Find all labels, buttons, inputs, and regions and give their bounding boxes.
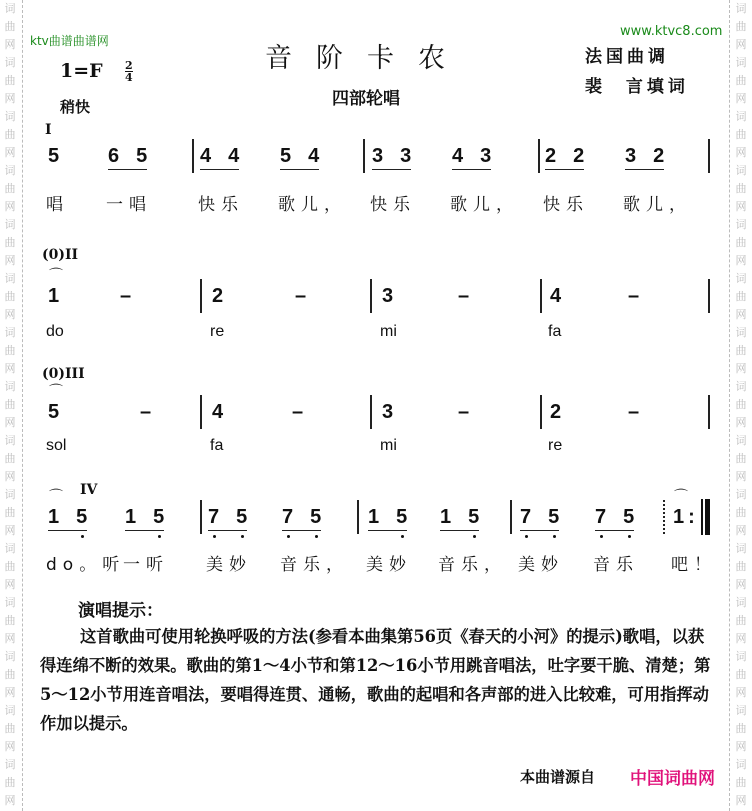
lyric: 音乐， <box>438 555 507 575</box>
barline <box>192 139 194 173</box>
final-barline-thin <box>701 499 703 535</box>
note: 4 <box>212 401 224 423</box>
note: 2 <box>653 145 665 167</box>
side-watermark-text: 词曲网 <box>735 2 747 51</box>
beat <box>520 506 559 531</box>
lyric: 一听 <box>123 555 169 575</box>
beat <box>282 506 321 531</box>
barline <box>370 279 372 313</box>
side-watermark-text: 词曲网 <box>4 164 16 213</box>
note: 2 <box>573 145 585 167</box>
note: 5 <box>136 145 148 167</box>
beat <box>200 145 239 170</box>
note: 4 <box>308 145 320 167</box>
side-watermark-right <box>733 0 749 810</box>
beat <box>125 506 164 531</box>
beat <box>550 285 561 308</box>
lyric: 美妙 <box>206 555 252 575</box>
tips-heading: 演唱提示： <box>78 601 163 621</box>
side-watermark-text: 词曲网 <box>735 56 747 105</box>
note: 7 <box>282 506 294 528</box>
side-watermark-text: 词曲网 <box>735 758 747 807</box>
barline <box>540 279 542 313</box>
note: 7 <box>520 506 532 528</box>
dash-note: – <box>458 401 470 423</box>
beat <box>48 506 87 531</box>
lyric: fa <box>548 323 562 340</box>
note: 4 <box>228 145 240 167</box>
note: 1 <box>368 506 380 528</box>
left-margin-line <box>22 0 23 811</box>
note: 5 <box>310 506 322 528</box>
tempo-marking: 稍快 <box>60 98 91 116</box>
lyric: 歌儿， <box>450 195 519 215</box>
barline <box>708 139 710 173</box>
lyric: 吧！ <box>671 555 717 575</box>
side-watermark-text: 词曲网 <box>735 704 747 753</box>
note: 3 <box>480 145 492 167</box>
beat <box>382 285 393 308</box>
side-watermark-text: 词曲网 <box>4 218 16 267</box>
note: 1 <box>48 285 60 307</box>
side-watermark-text: 词曲网 <box>4 704 16 753</box>
beat <box>140 401 151 424</box>
lyric: 歌儿， <box>623 195 692 215</box>
right-margin-line <box>729 0 730 811</box>
note: 5 <box>236 506 248 528</box>
dash-note: – <box>458 285 470 307</box>
note: 5 <box>396 506 408 528</box>
barline <box>708 279 710 313</box>
note: 5 <box>623 506 635 528</box>
composer-credit: 法国曲调 <box>585 47 669 67</box>
note: 2 <box>212 285 224 307</box>
note: 4 <box>452 145 464 167</box>
note: 5 <box>468 506 480 528</box>
note: 7 <box>208 506 220 528</box>
side-watermark-text: 词曲网 <box>735 542 747 591</box>
side-watermark-text: 词曲网 <box>4 272 16 321</box>
note: 1 <box>125 506 137 528</box>
note: 6 <box>108 145 120 167</box>
side-watermark-text: 词曲网 <box>735 380 747 429</box>
side-watermark-text: 词曲网 <box>735 488 747 537</box>
barline <box>200 279 202 313</box>
beat <box>382 401 393 424</box>
beat <box>212 285 223 308</box>
side-watermark-text: 词曲网 <box>735 434 747 483</box>
note: 5 <box>48 145 60 167</box>
lyric: 音乐 <box>593 555 639 575</box>
barline <box>540 395 542 429</box>
side-watermark-text: 词曲网 <box>735 326 747 375</box>
beat <box>280 145 319 170</box>
note: 3 <box>400 145 412 167</box>
fermata-icon: ⌒ <box>49 489 63 505</box>
note: 3 <box>382 401 394 423</box>
beat <box>48 285 59 308</box>
beat <box>368 506 407 531</box>
site-watermark-left: ktv曲谱曲谱网 <box>30 34 109 48</box>
note: 5 <box>280 145 292 167</box>
lyric: 美妙 <box>366 555 412 575</box>
lyric: do。听 <box>46 555 126 575</box>
part-label: IV <box>80 482 98 498</box>
note: 5 <box>153 506 165 528</box>
side-watermark-text: 词曲网 <box>4 380 16 429</box>
lyric: 快乐 <box>370 195 416 215</box>
note: 7 <box>595 506 607 528</box>
dash-note: – <box>140 401 152 423</box>
side-watermark-text: 词曲网 <box>4 434 16 483</box>
lyric: fa <box>210 437 224 454</box>
beat <box>452 145 491 170</box>
beat <box>120 285 131 308</box>
lyric: mi <box>380 437 397 454</box>
note: 4 <box>200 145 212 167</box>
source-site: 中国词曲网 <box>630 769 715 789</box>
side-watermark-text: 词曲网 <box>735 650 747 699</box>
barline <box>510 500 512 534</box>
note: 3 <box>372 145 384 167</box>
beat <box>212 401 223 424</box>
lyric: 一唱 <box>106 195 152 215</box>
dash-note: – <box>628 401 640 423</box>
lyric: 唱 <box>46 195 69 215</box>
lyric: 快乐 <box>543 195 589 215</box>
beat <box>372 145 411 170</box>
part-label: (0)III <box>42 366 85 382</box>
side-watermark-text: 词曲网 <box>735 218 747 267</box>
beat <box>673 506 695 529</box>
note: 3 <box>625 145 637 167</box>
lyric: 音乐， <box>280 555 349 575</box>
time-signature <box>125 60 133 83</box>
note: 5 <box>548 506 560 528</box>
note: 5 <box>48 401 60 423</box>
barline <box>370 395 372 429</box>
barline <box>538 139 540 173</box>
side-watermark-text: 词曲网 <box>735 596 747 645</box>
key-signature: 1=F <box>60 60 103 82</box>
beat <box>550 401 561 424</box>
note: 5 <box>76 506 88 528</box>
side-watermark-text: 词曲网 <box>4 56 16 105</box>
side-watermark-text: 词曲网 <box>4 326 16 375</box>
final-barline-thick <box>705 499 710 535</box>
lyric: sol <box>46 437 67 454</box>
fermata-icon: ⌒ <box>49 268 63 284</box>
part-label: (0)II <box>42 247 79 263</box>
beat <box>208 506 247 531</box>
lyric: 歌儿， <box>278 195 347 215</box>
note: 2 <box>550 401 562 423</box>
dash-note: – <box>295 285 307 307</box>
beat <box>440 506 479 531</box>
repeat-sign: : <box>688 506 695 528</box>
beat <box>628 401 639 424</box>
lyric: mi <box>380 323 397 340</box>
lyric: re <box>210 323 225 340</box>
dash-note: – <box>292 401 304 423</box>
side-watermark-text: 词曲网 <box>735 110 747 159</box>
dotted-barline <box>663 500 667 534</box>
lyricist-credit: 裴 言填词 <box>585 77 689 97</box>
beat <box>628 285 639 308</box>
side-watermark-text: 词曲网 <box>4 542 16 591</box>
lyric: re <box>548 437 563 454</box>
song-subtitle: 四部轮唱 <box>332 89 400 109</box>
side-watermark-text: 词曲网 <box>4 758 16 807</box>
note: 2 <box>545 145 557 167</box>
beat <box>625 145 664 170</box>
side-watermark-text: 词曲网 <box>4 488 16 537</box>
lyric: 快乐 <box>198 195 244 215</box>
part-label: I <box>45 122 52 138</box>
fermata-icon: ⌒ <box>674 489 688 505</box>
source-label: 本曲谱源自 <box>520 768 596 786</box>
beat <box>458 401 469 424</box>
beat <box>292 401 303 424</box>
beat <box>48 145 59 168</box>
tips-body: 这首歌曲可使用轮换呼吸的方法(参看本曲集第56页《春天的小河》的提示)歌唱，以获得连绵不断的效果。歌曲的第1～4小节和第12～16小节用跳音唱法，吐字要干脆、清楚；第5～12小节用连音唱法，要唱得连贯、通畅，歌曲的起唱和各声部的进入比较难，可用指挥动作加以提示。 <box>40 627 711 733</box>
side-watermark-text: 词曲网 <box>4 2 16 51</box>
beat <box>595 506 634 531</box>
site-watermark-right: www.ktvc8.com <box>620 24 723 39</box>
barline <box>200 395 202 429</box>
beat <box>458 285 469 308</box>
barline <box>363 139 365 173</box>
beat <box>545 145 584 170</box>
beat <box>295 285 306 308</box>
side-watermark-text: 词曲网 <box>735 272 747 321</box>
note: 1 <box>440 506 452 528</box>
time-bottom: 4 <box>125 71 133 84</box>
time-top: 2 <box>125 59 133 72</box>
side-watermark-text: 词曲网 <box>4 110 16 159</box>
dash-note: – <box>120 285 132 307</box>
lyric: 美妙 <box>518 555 564 575</box>
dash-note: – <box>628 285 640 307</box>
side-watermark-left <box>2 0 18 810</box>
lyric: do <box>46 323 64 340</box>
barline <box>200 500 202 534</box>
song-title: 音阶卡农 <box>265 43 469 74</box>
note: 3 <box>382 285 394 307</box>
beat <box>108 145 147 170</box>
side-watermark-text: 词曲网 <box>4 650 16 699</box>
side-watermark-text: 词曲网 <box>735 164 747 213</box>
barline <box>708 395 710 429</box>
fermata-icon: ⌒ <box>49 384 63 400</box>
note: 1 <box>48 506 60 528</box>
note: 1 <box>673 506 685 528</box>
note: 4 <box>550 285 562 307</box>
barline <box>357 500 359 534</box>
beat <box>48 401 59 424</box>
side-watermark-text: 词曲网 <box>4 596 16 645</box>
